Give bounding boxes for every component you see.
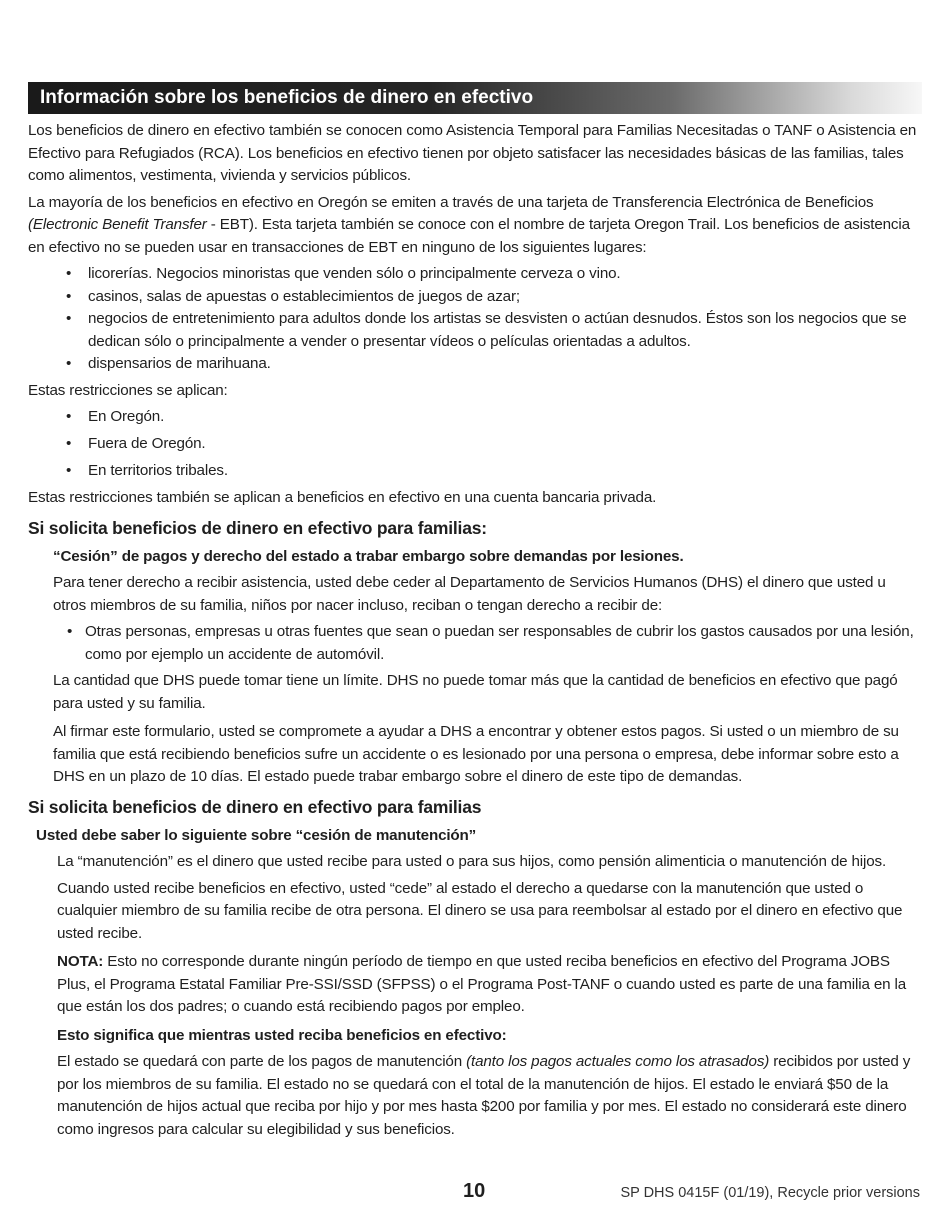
section-1-body [28, 546, 922, 789]
section-2-subheading-wrap [28, 825, 922, 848]
section-subheading: “Cesión” de pagos y derecho del estado a trabar embargo sobre demandas por lesiones. [53, 547, 684, 565]
section-1-paragraph-1: Para tener derecho a recibir asistencia, usted debe ceder al Departamento de Servicios Humanos (DHS) el dinero que usted u otros miembros de su familia, niños por nacer incluso, reciban o tengan derecho a recibir de: [53, 574, 886, 614]
list-item: • Fuera de Oregón. [66, 435, 206, 452]
form-identifier: SP DHS 0415F (01/19), Recycle prior versions [620, 1185, 920, 1201]
list-item: • En Oregón. [66, 408, 165, 425]
list-item: • En territorios tribales. [66, 462, 228, 479]
note-label: NOTA: [57, 953, 104, 970]
section-banner [28, 82, 922, 114]
section-2-body [28, 851, 922, 1141]
banner-title: Información sobre los beneficios de dinero en efectivo [40, 87, 534, 108]
list-item: • Otras personas, empresas u otras fuentes que sean o puedan ser responsables de cubrir los gastos causados por una lesión, como por ejemplo un accidente de automóvil. [67, 623, 914, 663]
intro-paragraph-1: Los beneficios de dinero en efectivo también se conocen como Asistencia Temporal para Familias Necesitadas o TANF o Asistencia en Efectivo para Refugiados (RCA). Los beneficios en efectivo tienen por objeto satisfacer las necesidades básicas de las familias, tales como alimentos, vestimenta, vivienda y servicios públicos. [28, 122, 917, 184]
section-heading-2: Si solicita beneficios de dinero en efectivo para familias [28, 796, 482, 817]
section-2-paragraph-3: El estado se quedará con parte de los pagos de manutención (tanto los pagos actuales como los atrasados) recibidos por usted y por los miembros de su familia. El estado no se quedará con el total de la manutención de hijos. El estado le enviará $50 de la manutención de hijos actual que reciba por hijo y por mes hasta $200 por familia y por mes. El estado no considerará este dinero como ingresos para calcular su elegibilidad y sus beneficios. [57, 1053, 911, 1138]
section-2-paragraph-2: Cuando usted recibe beneficios en efectivo, usted “cede” al estado el derecho a quedarse con la manutención que usted o cualquier miembro de su familia recibe de otra persona. El dinero se usa para reembolsar al estado por el dinero en efectivo que usted recibe. [57, 879, 903, 942]
restricted-places-list [28, 263, 922, 376]
section-subheading: Esto significa que mientras usted reciba beneficios en efectivo: [57, 1026, 507, 1044]
list-item: • negocios de entretenimiento para adultos donde los artistas se desvisten o actúan desnudos. Éstos son los negocios que se dedican sólo o principalmente a vender o presentar vídeos o películas orientadas a adultos. [66, 310, 907, 350]
list-item: • dispensarios de marihuana. [66, 355, 271, 372]
section-1-paragraph-3: Al firmar este formulario, usted se compromete a ayudar a DHS a encontrar y obtener estos pagos. Si usted o un miembro de su familia que está recibiendo beneficios sufre un accidente o es lesionado por una persona o empresa, debe informar sobre esto a DHS en un plazo de 10 días. El estado puede trabar embargo sobre el dinero de este tipo de demandas. [53, 723, 899, 785]
section-2-paragraph-1: La “manutención” es el dinero que usted recibe para usted o para sus hijos, como pensión alimenticia o manutención de hijos. [57, 853, 887, 870]
note-paragraph: NOTA: Esto no corresponde durante ningún período de tiempo en que usted reciba beneficios en efectivo del Programa JOBS Plus, el Programa Estatal Familiar Pre-SSI/SSD (SFPSS) o el Programa Post-TANF o cuando usted es parte de una familia en la que están los dos padres; o cuando está recibiendo pagos por empleo. [57, 953, 907, 1015]
ebt-italic-term: (Electronic Benefit Transfer [28, 216, 207, 233]
page-number: 10 [463, 1180, 486, 1202]
list-item: • casinos, salas de apuestas o establecimientos de juegos de azar; [66, 287, 520, 305]
restrictions-intro: Estas restricciones se aplican: [28, 381, 228, 399]
restriction-locations-list [28, 406, 922, 483]
section-1-paragraph-2: La cantidad que DHS puede tomar tiene un límite. DHS no puede tomar más que la cantidad de beneficios en efectivo que pagó para usted y su familia. [53, 672, 898, 712]
intro-paragraph-2: La mayoría de los beneficios en efectivo en Oregón se emiten a través de una tarjeta de Transferencia Electrónica de Beneficios (Electronic Benefit Transfer - EBT). Esta tarjeta también se conoce con el nombre de tarjeta Oregon Trail. Los beneficios de asistencia en efectivo no se pueden usar en transacciones de EBT en ninguno de los siguientes lugares: [28, 193, 910, 256]
section-subheading: Usted debe saber lo siguiente sobre “cesión de manutención” [36, 826, 477, 844]
list-item: • licorerías. Negocios minoristas que venden sólo o principalmente cerveza o vino. [66, 265, 621, 282]
document-page [28, 82, 922, 1141]
injury-sources-list [53, 621, 922, 666]
section-heading-1: Si solicita beneficios de dinero en efectivo para familias: [28, 517, 487, 538]
restrictions-note: Estas restricciones también se aplican a beneficios en efectivo en una cuenta bancaria privada. [28, 489, 657, 506]
